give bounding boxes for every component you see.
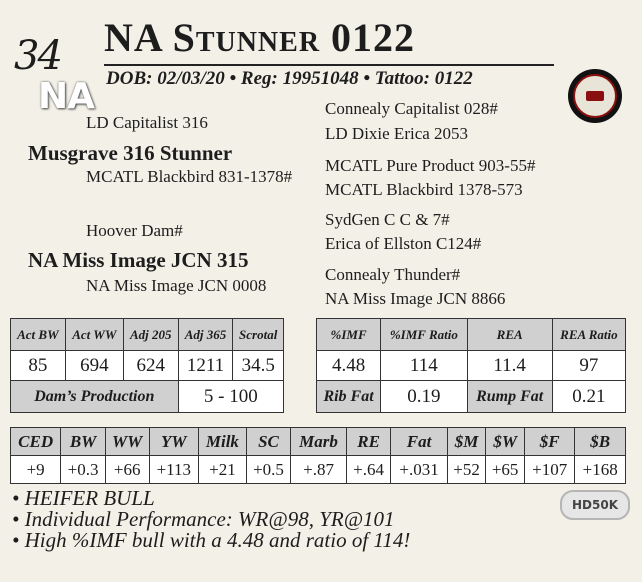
epd-value-ced: +9: [11, 456, 61, 484]
note-item: • High %IMF bull with a 4.48 and ratio of 114!: [12, 528, 411, 552]
dam-dam: NA Miss Image JCN 0008: [86, 276, 267, 295]
epd-value-f: +107: [524, 456, 574, 484]
sire-dam-sire: MCATL Pure Product 903-55#: [325, 156, 536, 175]
epd-value-yw: +113: [149, 456, 199, 484]
header-rea: REA: [467, 319, 552, 351]
note-item: • HEIFER BULL: [12, 486, 155, 510]
hd50k-badge: HD50K: [560, 490, 630, 520]
carcass-table: [316, 318, 626, 413]
epd-header-b: $B: [575, 428, 626, 456]
epd-header-w: $W: [486, 428, 525, 456]
rump-fat-value: 0.21: [552, 381, 625, 413]
epd-header-milk: Milk: [199, 428, 247, 456]
header-imf-ratio: %IMF Ratio: [381, 319, 467, 351]
sire-dam: MCATL Blackbird 831-1378#: [86, 167, 293, 186]
rib-fat-label: Rib Fat: [317, 381, 381, 413]
value-adj-365: 1211: [178, 351, 233, 381]
rib-fat-value: 0.19: [381, 381, 467, 413]
epd-value-b: +168: [575, 456, 626, 484]
epd-header-sc: SC: [246, 428, 291, 456]
performance-table: [10, 318, 284, 413]
sire-sire-dam: LD Dixie Erica 2053: [325, 124, 469, 143]
value-act-bw: 85: [11, 351, 66, 381]
epd-value-marb: +.87: [291, 456, 347, 484]
rump-fat-label: Rump Fat: [467, 381, 552, 413]
header-adj-205: Adj 205: [123, 319, 178, 351]
na-logo: NA: [38, 76, 94, 117]
value-act-ww: 694: [65, 351, 123, 381]
epd-header-ww: WW: [105, 428, 149, 456]
notes-list: [12, 488, 410, 551]
dam-dam-sire: Connealy Thunder#: [325, 265, 461, 284]
epd-header-ced: CED: [11, 428, 61, 456]
header-adj-365: Adj 365: [178, 319, 233, 351]
dam: NA Miss Image JCN 315: [28, 248, 249, 272]
value-imf: 4.48: [317, 351, 381, 381]
lot-number: 34: [14, 33, 61, 79]
epd-value-ww: +66: [105, 456, 149, 484]
header-rea-ratio: REA Ratio: [552, 319, 625, 351]
value-imf-ratio: 114: [381, 351, 467, 381]
epd-header-marb: Marb: [291, 428, 347, 456]
epd-value-sc: +0.5: [246, 456, 291, 484]
epd-value-re: +.64: [346, 456, 391, 484]
value-rea: 11.4: [467, 351, 552, 381]
epd-value-m: +52: [447, 456, 486, 484]
epd-value-fat: +.031: [391, 456, 447, 484]
title-divider: [104, 64, 554, 66]
value-rea-ratio: 97: [552, 351, 625, 381]
sire: Musgrave 316 Stunner: [28, 141, 233, 165]
epd-header-re: RE: [346, 428, 391, 456]
epd-header-m: $M: [447, 428, 486, 456]
header-imf: %IMF: [317, 319, 381, 351]
note-item: • Individual Performance: WR@98, YR@101: [12, 507, 395, 531]
sire-sire: LD Capitalist 316: [86, 113, 208, 132]
header-scrotal: Scrotal: [233, 319, 284, 351]
value-adj-205: 624: [123, 351, 178, 381]
epd-header-yw: YW: [149, 428, 199, 456]
animal-name: NA Stunner 0122: [104, 15, 416, 60]
registration-info: DOB: 02/03/20 • Reg: 19951048 • Tattoo: 0122: [106, 68, 473, 89]
sire-dam-dam: MCATL Blackbird 1378-573: [325, 180, 523, 199]
epd-value-bw: +0.3: [61, 456, 106, 484]
value-scrotal: 34.5: [233, 351, 284, 381]
header-act-ww: Act WW: [65, 319, 123, 351]
dam-sire-dam: Erica of Ellston C124#: [325, 234, 482, 253]
sire-sire-sire: Connealy Capitalist 028#: [325, 99, 498, 118]
epd-header-bw: BW: [61, 428, 106, 456]
header-act-bw: Act BW: [11, 319, 66, 351]
epd-header-f: $F: [524, 428, 574, 456]
certified-seal-icon: [568, 69, 622, 123]
epd-value-milk: +21: [199, 456, 247, 484]
epd-header-fat: Fat: [391, 428, 447, 456]
dams-production-value: 5 - 100: [178, 381, 283, 413]
epd-table: [10, 427, 626, 484]
dams-production-label: Dam’s Production: [11, 381, 179, 413]
dam-dam-dam: NA Miss Image JCN 8866: [325, 289, 506, 308]
epd-value-w: +65: [486, 456, 525, 484]
dam-sire: Hoover Dam#: [86, 221, 183, 240]
dam-sire-sire: SydGen C C & 7#: [325, 210, 450, 229]
